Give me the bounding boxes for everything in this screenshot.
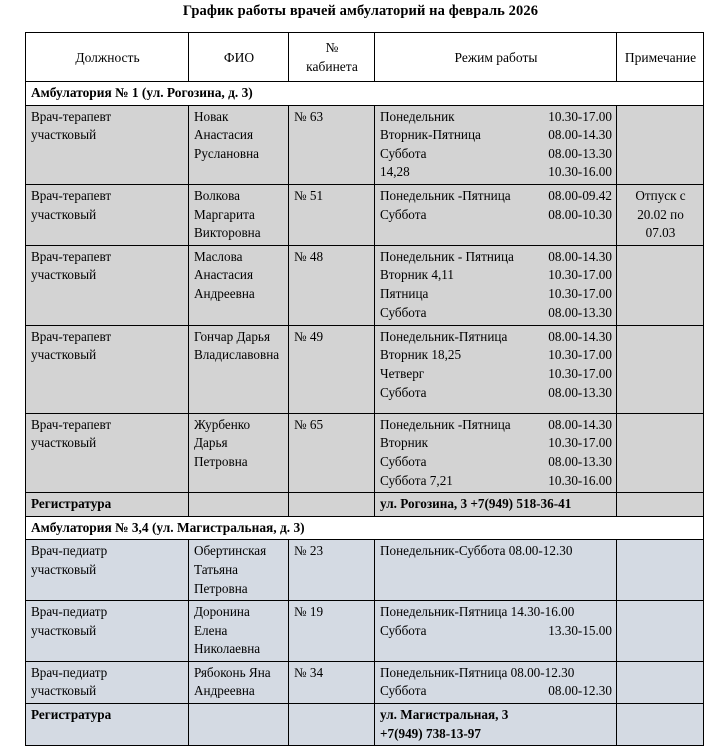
cell-note [617,413,704,492]
position-line-0: Врач-терапевт [31,328,112,344]
fio-line-1: Владиславовна [194,347,280,363]
schedule-day: Суббота [380,683,427,699]
cell-schedule [375,325,617,413]
fio-line-2: Петровна [194,580,248,596]
cell-note [617,245,704,325]
fio-line [194,664,284,701]
registry-contact-line-1: +7(949) 738-13-97 [380,725,481,741]
schedule-line-1 [380,346,612,365]
column-header-room-line1: № [325,40,339,56]
fio-line [194,248,284,304]
schedule-day: Понедельник-Пятница 08.00-12.30 [380,664,575,680]
schedule-line-0 [380,603,612,622]
schedule-time: 08.00-12.30 [548,683,612,699]
schedule-day: Понедельник - Пятница [380,248,514,264]
schedule-line-1 [380,622,612,641]
schedule-day: Понедельник-Суббота 08.00-12.30 [380,543,573,559]
column-header-room-line2: кабинета [306,59,358,74]
position-line-0: Врач-терапевт [31,248,112,264]
cell-fio [189,245,289,325]
schedule-day: Понедельник -Пятница [380,416,511,432]
cell-fio [189,105,289,184]
position-line-1: участковый [31,267,97,283]
schedule-line-0 [380,416,612,435]
schedule-day: Вторник 4,11 [380,267,454,283]
schedule-table-body [26,33,704,746]
cell-note [617,325,704,413]
cell-room: № 49 [289,325,375,413]
fio-line-1: Маргарита [194,206,255,222]
registry-fio-empty [189,704,289,746]
fio-line [194,108,284,164]
position-line-0: Врач-педиатр [31,664,108,680]
fio-line-1: Дарья [194,435,228,451]
schedule-time: 08.00-10.30 [548,206,612,222]
cell-position [26,661,189,703]
fio-line-2: Викторовна [194,225,261,241]
fio-line-1: Анастасия [194,267,254,283]
cell-position [26,245,189,325]
note-line-1: 20.02 по [637,206,684,222]
cell-room: № 34 [289,661,375,703]
fio-line [194,542,284,598]
cell-note [617,540,704,601]
schedule-day: Четверг [380,365,425,381]
position-line [31,187,184,224]
cell-fio [189,601,289,662]
column-header-note: Примечание [617,33,704,82]
registry-label: Регистратура [26,493,189,517]
column-header-schedule: Режим работы [375,33,617,82]
position-line [31,664,184,701]
cell-schedule [375,413,617,492]
schedule-day: Вторник-Пятница [380,127,481,143]
position-line-1: участковый [31,435,97,451]
fio-line-0: Доронина [194,604,250,620]
schedule-day: Понедельник-Пятница 14.30-16.00 [380,604,575,620]
schedule-line-3 [380,472,612,491]
registry-row-ambulatoria-1 [26,493,704,517]
registry-contact [375,493,617,517]
schedule-time: 10.30-17.00 [548,365,612,381]
fio-line-2: Андреевна [194,285,255,301]
cell-note [617,661,704,703]
schedule-time: 08.00-14.30 [548,328,612,344]
schedule-table [25,32,704,746]
registry-contact-line [380,495,612,514]
cell-schedule [375,540,617,601]
schedule-line-3 [380,384,612,403]
schedule-day: Вторник [380,435,429,451]
fio-line-1: Анастасия [194,127,254,143]
position-line-0: Врач-терапевт [31,416,112,432]
table-row [26,540,704,601]
fio-line [194,416,284,472]
table-row [26,325,704,413]
registry-fio-empty [189,493,289,517]
cell-room: № 19 [289,601,375,662]
schedule-day: Суббота [380,453,427,469]
registry-row-ambulatoria-3-4 [26,704,704,746]
position-line [31,542,184,579]
position-line [31,108,184,145]
position-line-0: Врач-терапевт [31,187,112,203]
cell-position [26,325,189,413]
table-header-row [26,33,704,82]
schedule-time: 10.30-17.00 [548,267,612,283]
cell-schedule [375,105,617,184]
table-row [26,184,704,245]
cell-fio [189,184,289,245]
registry-contact [375,704,617,746]
schedule-line-2 [380,285,612,304]
schedule-day: Понедельник -Пятница [380,187,511,203]
fio-line-1: Андреевна [194,683,255,699]
schedule-line-2 [380,453,612,472]
cell-room: № 65 [289,413,375,492]
position-line [31,248,184,285]
cell-room: № 48 [289,245,375,325]
page-title: График работы врачей амбулаторий на февраль 2026 [182,3,539,19]
schedule-time: 10.30-17.00 [548,435,612,451]
column-header-fio: ФИО [189,33,289,82]
schedule-line-0 [380,542,612,561]
position-line-1: участковый [31,206,97,222]
note-line-2: 07.03 [645,225,676,241]
note-line [622,187,699,243]
fio-line-2: Петровна [194,453,248,469]
registry-room-empty [289,493,375,517]
cell-position [26,601,189,662]
schedule-day: 14,28 [380,164,410,180]
schedule-line-1 [380,266,612,285]
fio-line-0: Журбенко [194,416,251,432]
fio-line-2: Руслановна [194,145,260,161]
schedule-time: 08.00-09.42 [548,187,612,203]
schedule-line-0 [380,248,612,267]
registry-note-empty [617,704,704,746]
position-line [31,603,184,640]
schedule-time: 10.30-16.00 [548,164,612,180]
fio-line-0: Рябоконь Яна [194,664,271,680]
position-line-1: участковый [31,561,97,577]
fio-line-1: Елена [194,622,228,638]
cell-position [26,184,189,245]
column-header-position: Должность [26,33,189,82]
schedule-time: 08.00-13.30 [548,453,612,469]
schedule-day: Суббота [380,206,427,222]
schedule-time: 10.30-17.00 [548,285,612,301]
schedule-day: Суббота [380,145,427,161]
table-row [26,661,704,703]
fio-line-1: Татьяна [194,561,238,577]
schedule-line-1 [380,126,612,145]
schedule-line-1 [380,434,612,453]
schedule-day: Понедельник [380,108,455,124]
schedule-time: 08.00-13.30 [548,304,612,320]
schedule-day: Понедельник-Пятница [380,328,508,344]
registry-note-empty [617,493,704,517]
cell-note [617,184,704,245]
table-row [26,413,704,492]
position-line-0: Врач-педиатр [31,543,108,559]
table-row [26,105,704,184]
position-line-0: Врач-педиатр [31,604,108,620]
note-line-0: Отпуск с [635,187,686,203]
fio-line-0: Обертинская [194,543,267,559]
cell-schedule [375,661,617,703]
position-line [31,328,184,365]
schedule-time: 08.00-13.30 [548,384,612,400]
schedule-day: Суббота [380,384,427,400]
schedule-time: 08.00-14.30 [548,127,612,143]
schedule-time: 10.30-17.00 [548,347,612,363]
section-heading-row-ambulatoria-3-4 [26,516,704,540]
fio-line [194,328,284,365]
section-heading-ambulatoria-3-4: Амбулатория № 3,4 (ул. Магистральная, д. 3) [26,516,704,540]
fio-line-0: Новак [194,108,229,124]
schedule-line-1 [380,206,612,225]
section-heading-row-ambulatoria-1 [26,82,704,106]
schedule-day: Суббота [380,622,427,638]
section-heading-ambulatoria-1: Амбулатория № 1 (ул. Рогозина, д. 3) [26,82,704,106]
cell-position [26,413,189,492]
schedule-day: Вторник 18,25 [380,347,462,363]
schedule-line-0 [380,187,612,206]
schedule-day: Суббота [380,304,427,320]
schedule-line-2 [380,145,612,164]
column-header-room [289,33,375,82]
registry-label: Регистратура [26,704,189,746]
cell-room: № 63 [289,105,375,184]
position-line-1: участковый [31,622,97,638]
position-line-0: Врач-терапевт [31,108,112,124]
cell-schedule [375,601,617,662]
table-row [26,245,704,325]
cell-note [617,601,704,662]
cell-fio [189,325,289,413]
schedule-time: 10.30-17.00 [548,108,612,124]
position-line-1: участковый [31,127,97,143]
fio-line [194,187,284,243]
cell-position [26,540,189,601]
table-row [26,601,704,662]
schedule-line-1 [380,682,612,701]
fio-line-0: Маслова [194,248,243,264]
position-line-1: участковый [31,683,97,699]
cell-room: № 23 [289,540,375,601]
schedule-time: 08.00-14.30 [548,416,612,432]
fio-line-2: Николаевна [194,641,261,657]
schedule-line-3 [380,163,612,182]
registry-contact-line-0: ул. Магистральная, 3 [380,707,509,723]
schedule-line-0 [380,108,612,127]
fio-line [194,603,284,659]
schedule-time: 10.30-16.00 [548,472,612,488]
cell-fio [189,661,289,703]
registry-contact-line-0: ул. Рогозина, 3 +7(949) 518-36-41 [380,496,572,512]
cell-schedule [375,184,617,245]
cell-room: № 51 [289,184,375,245]
cell-note [617,105,704,184]
cell-position [26,105,189,184]
cell-schedule [375,245,617,325]
schedule-day: Суббота 7,21 [380,472,453,488]
registry-room-empty [289,704,375,746]
schedule-line-2 [380,365,612,384]
cell-fio [189,413,289,492]
schedule-time: 08.00-13.30 [548,145,612,161]
position-line-1: участковый [31,347,97,363]
registry-contact-line [380,706,612,743]
schedule-line-3 [380,304,612,323]
schedule-line-0 [380,664,612,683]
cell-fio [189,540,289,601]
schedule-line-0 [380,328,612,347]
position-line [31,416,184,453]
fio-line-0: Волкова [194,187,241,203]
schedule-day: Пятница [380,285,429,301]
schedule-time: 13.30-15.00 [548,622,612,638]
schedule-time: 08.00-14.30 [548,248,612,264]
fio-line-0: Гончар Дарья [194,328,271,344]
